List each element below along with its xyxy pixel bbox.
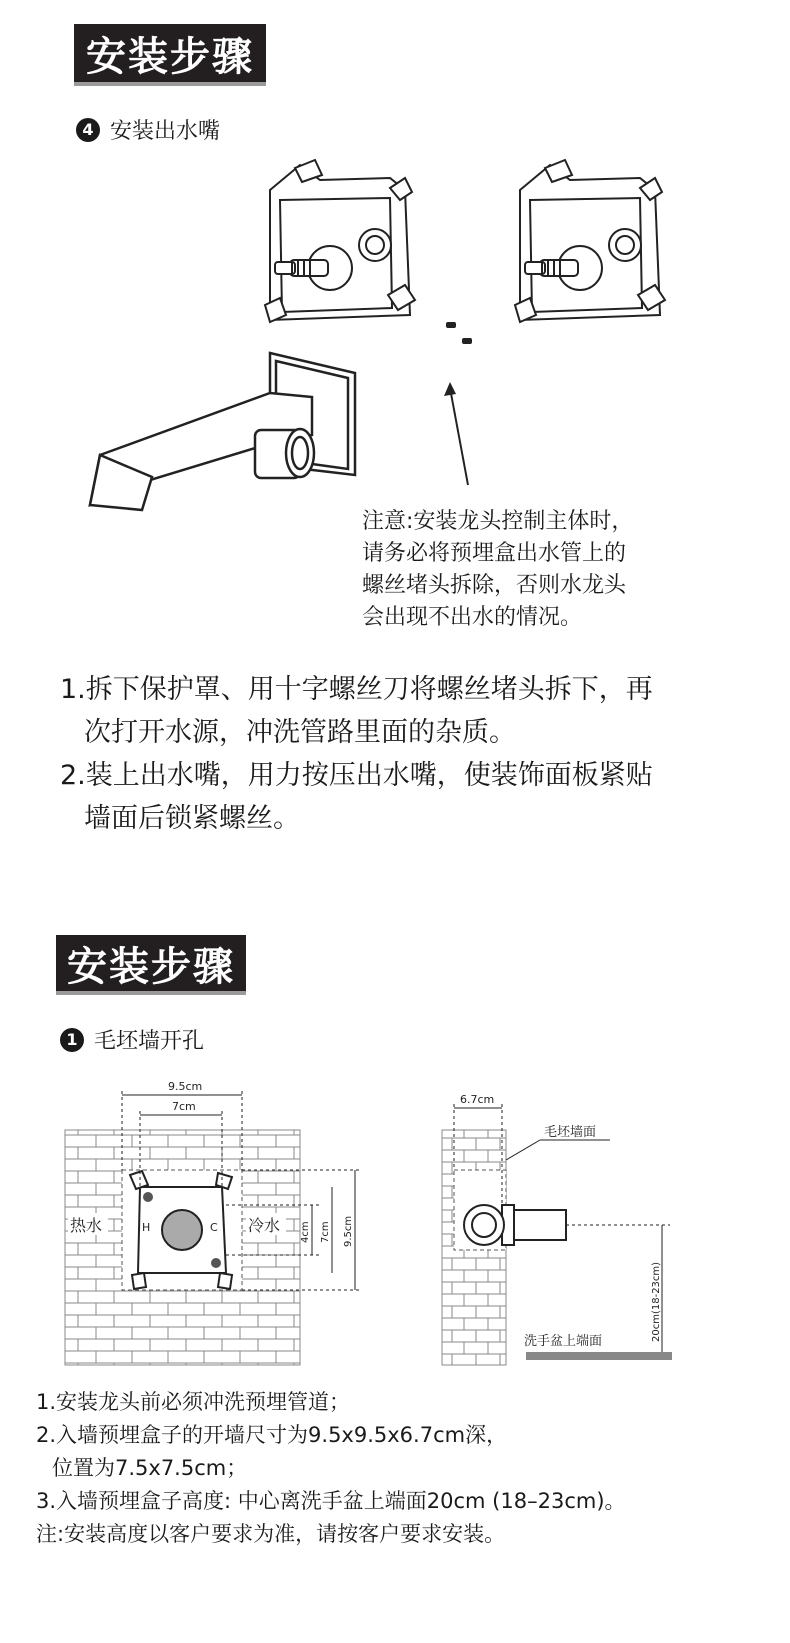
step-label: 毛坯墙开孔 — [94, 1029, 205, 1054]
side-view-diagram — [440, 1090, 680, 1370]
note-line: 会出现不出水的情况。 — [362, 605, 583, 630]
step-label: 安装出水嘴 — [110, 119, 221, 144]
front-view-diagram — [60, 1075, 380, 1370]
valve-body-illustration — [240, 150, 680, 350]
arrow-pointer-icon — [440, 380, 480, 490]
instruction-list — [60, 668, 760, 840]
valve-body-right — [515, 160, 665, 322]
hot-letter: H — [142, 1221, 151, 1234]
note-line: 3.入墙预埋盒子高度: 中心离洗手盆上端面20cm (18–23cm)。 — [36, 1489, 626, 1513]
instruction-line: 次打开水源，冲洗管路里面的杂质。 — [84, 717, 516, 748]
note-line: 1.安装龙头前必须冲洗预埋管道； — [36, 1390, 351, 1414]
step-heading-1 — [60, 1024, 204, 1055]
dim-depth-label: 6.7cm — [460, 1093, 495, 1106]
rough-wall-label: 毛坯墙面 — [544, 1125, 597, 1140]
instruction-item — [60, 754, 760, 840]
v-dim-95: 9.5cm — [343, 1215, 354, 1247]
v-dim-7: 7cm — [320, 1221, 331, 1243]
instruction-line: 1.拆下保护罩、用十字螺丝刀将螺丝堵头拆下，再 — [60, 674, 653, 705]
note-line: 2.入墙预埋盒子的开墙尺寸为9.5x9.5x6.7cm深， — [36, 1423, 508, 1447]
dim-outer-label: 9.5cm — [168, 1080, 203, 1093]
instruction-line: 墙面后锁紧螺丝。 — [84, 803, 300, 834]
screws-icon — [446, 322, 472, 344]
spout-illustration — [80, 345, 370, 520]
basin-top-label: 洗手盆上端面 — [524, 1334, 603, 1349]
hot-water-label: 热水 — [70, 1216, 103, 1235]
v-dim-4: 4cm — [300, 1221, 311, 1243]
instruction-line: 2.装上出水嘴，用力按压出水嘴，使装饰面板紧贴 — [60, 760, 653, 791]
cold-water-label: 冷水 — [248, 1216, 281, 1235]
note-line: 请务必将预埋盒出水管上的 — [362, 541, 627, 566]
step-number: 1 — [60, 1028, 84, 1052]
section-title-2: 安装步骤 — [56, 935, 246, 995]
cold-letter: C — [210, 1221, 218, 1234]
valve-body-left — [265, 160, 415, 322]
section-title-1: 安装步骤 — [74, 24, 266, 86]
step-number: 4 — [76, 118, 100, 142]
note-line: 注意:安装龙头控制主体时， — [362, 509, 634, 534]
install-note — [362, 506, 702, 634]
v-dim-height: 20cm(18-23cm) — [651, 1261, 662, 1342]
install-notes — [36, 1386, 776, 1551]
note-line: 螺丝堵头拆除，否则水龙头 — [362, 573, 627, 598]
note-line: 位置为7.5x7.5cm； — [52, 1456, 248, 1480]
step-heading-4 — [76, 114, 220, 145]
instruction-item — [60, 668, 760, 754]
dim-inner-label: 7cm — [172, 1100, 196, 1113]
note-line: 注:安装高度以客户要求为准，请按客户要求安装。 — [36, 1522, 506, 1546]
